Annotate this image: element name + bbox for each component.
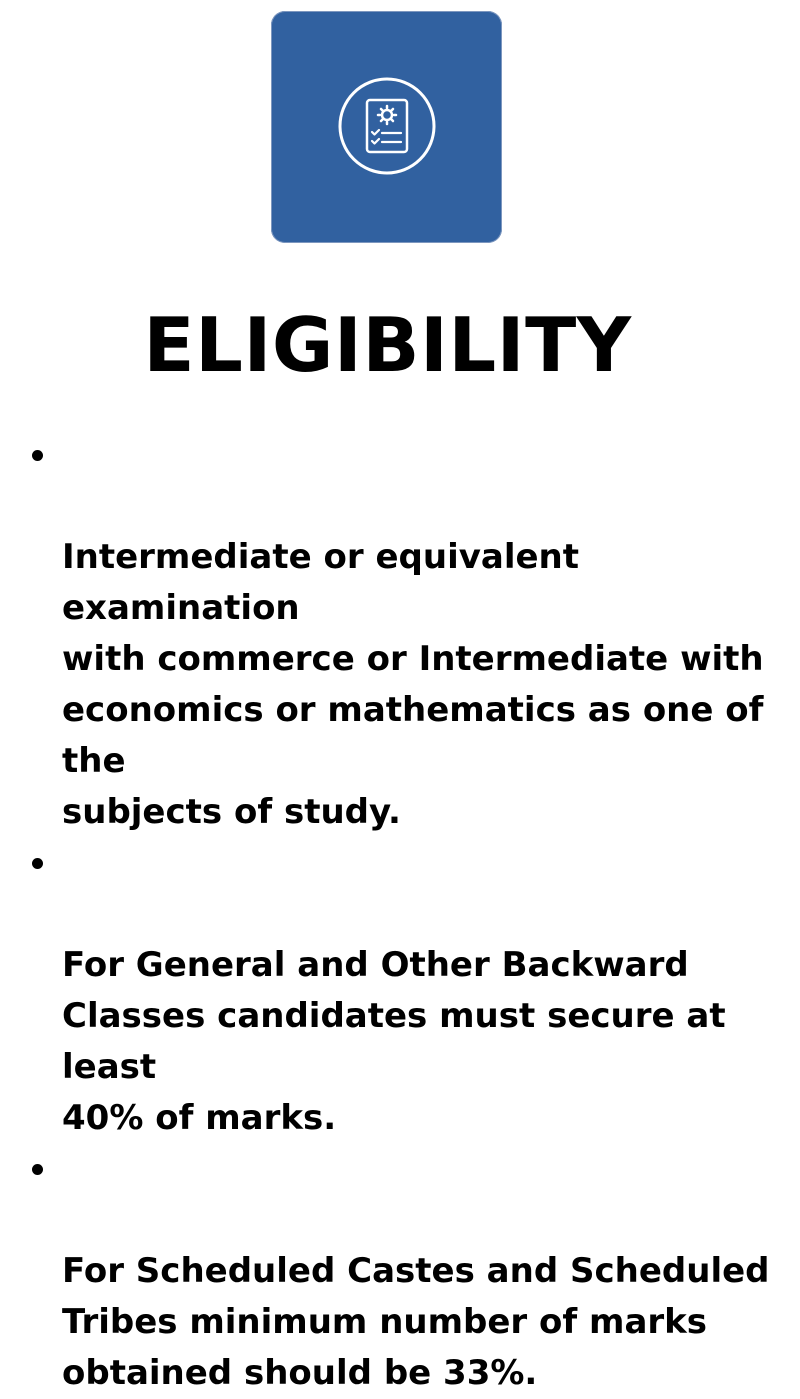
checklist-settings-icon: [271, 11, 502, 243]
bullet-icon: [32, 858, 43, 869]
list-item: [0, 430, 800, 838]
page-title: ELIGIBILITY: [143, 301, 632, 389]
criteria-text: For Scheduled Castes and Scheduled Tribes minimum number of marks obtained should be 33%.: [62, 1251, 770, 1393]
bullet-icon: [32, 1164, 43, 1175]
eligibility-list: [0, 430, 800, 1399]
criteria-text: Intermediate or equivalent examination with commerce or Intermediate with economics or mathematics as one of the subjects of study.: [62, 537, 764, 832]
list-item: [0, 838, 800, 1144]
icon-tile: [271, 11, 502, 243]
list-item: [0, 1144, 800, 1399]
bullet-icon: [32, 450, 43, 461]
criteria-text: For General and Other Backward Classes candidates must secure at least 40% of marks.: [62, 945, 726, 1138]
